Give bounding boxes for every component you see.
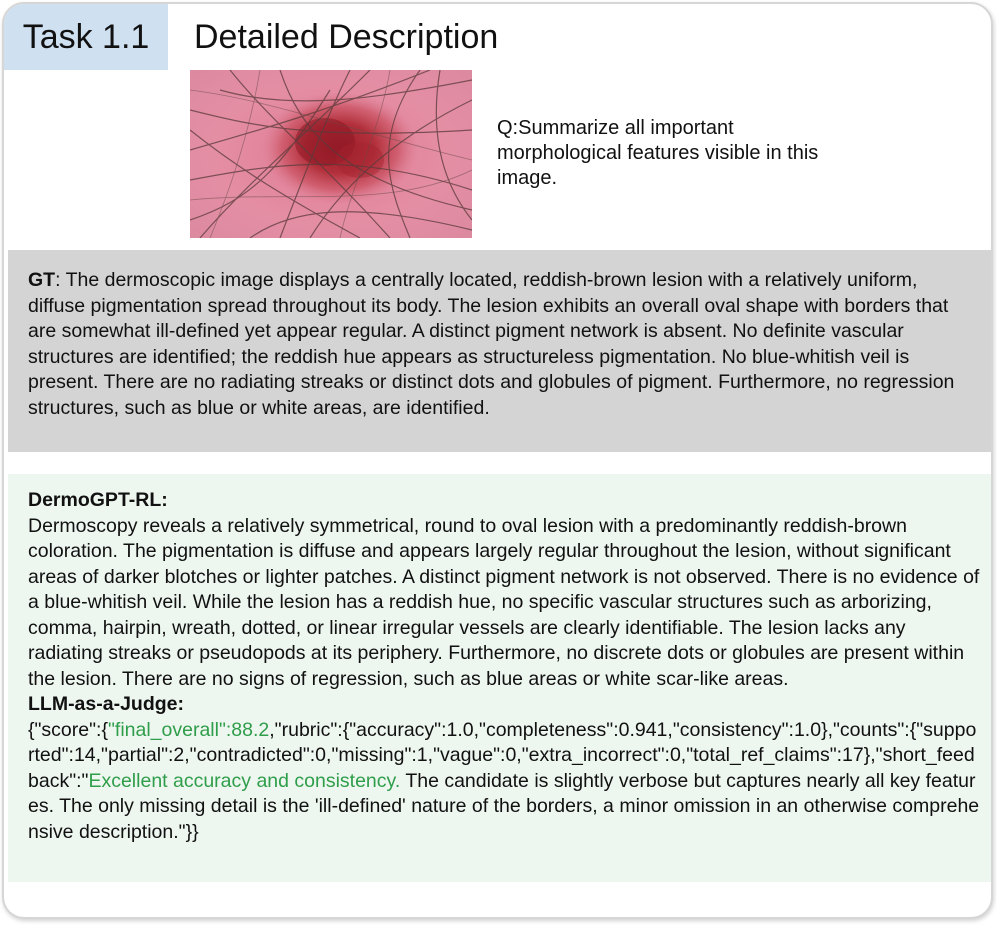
task-card xyxy=(2,2,993,919)
judge-feedback-highlight: Excellent accuracy and consistency. xyxy=(88,769,401,792)
gt-text: : The dermoscopic image displays a centrally located, reddish-brown lesion with a relatively uniform, diffuse pigmentation spread throughout its body. The lesion exhibits an overall oval shape with borders that are somewhat ill-defined yet appear regular. A distinct pigment network is absent. No definite vascular structures are identified; the reddish hue appears as structureless pigmentation. No blue-whitish veil is present. There are no radiating streaks or distinct dots and globules of pigment. Furthermore, no regression structures, such as blue or white areas, are identified. xyxy=(28,269,955,419)
question-text: Q:Summarize all important morphological features visible in this image. xyxy=(497,117,819,189)
judge-output xyxy=(28,718,980,846)
gt-label: GT xyxy=(28,269,56,291)
judge-text-part3: The candidate is slightly verbose but captures nearly all key features. The only missing detail is the 'ill-defined' nature of the borders, a minor omission in an otherwise comprehensive description."}} xyxy=(28,769,980,843)
model-response-text: Dermoscopy reveals a relatively symmetrical, round to oval lesion with a predominantly reddish-brown coloration. The pigmentation is diffuse and appears largely regular throughout the lesion, without significant areas of darker blotches or lighter patches. A distinct pigment network is not observed. There is no evidence of a blue-whitish veil. While the lesion has a reddish hue, no specific vascular structures such as arborizing, comma, hairpin, wreath, dotted, or linear irregular vessels are clearly identifiable. The lesion lacks any radiating streaks or pseudopods at its periphery. Furthermore, no discrete dots or globules are present within the lesion. There are no signs of regression, such as blue areas or white scar-like areas. xyxy=(28,514,980,690)
dermoscopic-image xyxy=(190,70,472,238)
model-label: DermoGPT-RL: xyxy=(28,489,168,511)
judge-text-part2: ,"rubric":{"accuracy":1.0,"completeness":0.941,"consistency":1.0},"counts":{"supported":14,"partial":2,"contradicted":0,"missing":1,"vague":0,"extra_incorrect":0,"total_ref_claims":17},"short_feedback":" xyxy=(28,718,977,792)
judge-label: LLM-as-a-Judge: xyxy=(28,693,184,715)
task-title: Detailed Description xyxy=(194,18,499,56)
judge-text-part1: {"score":{ xyxy=(28,718,108,741)
judge-score-highlight: "final_overall":88.2 xyxy=(107,718,270,741)
model-response-box xyxy=(8,474,992,882)
task-tab xyxy=(4,4,168,70)
task-tab-label: Task 1.1 xyxy=(22,17,150,56)
ground-truth-box xyxy=(8,250,992,452)
